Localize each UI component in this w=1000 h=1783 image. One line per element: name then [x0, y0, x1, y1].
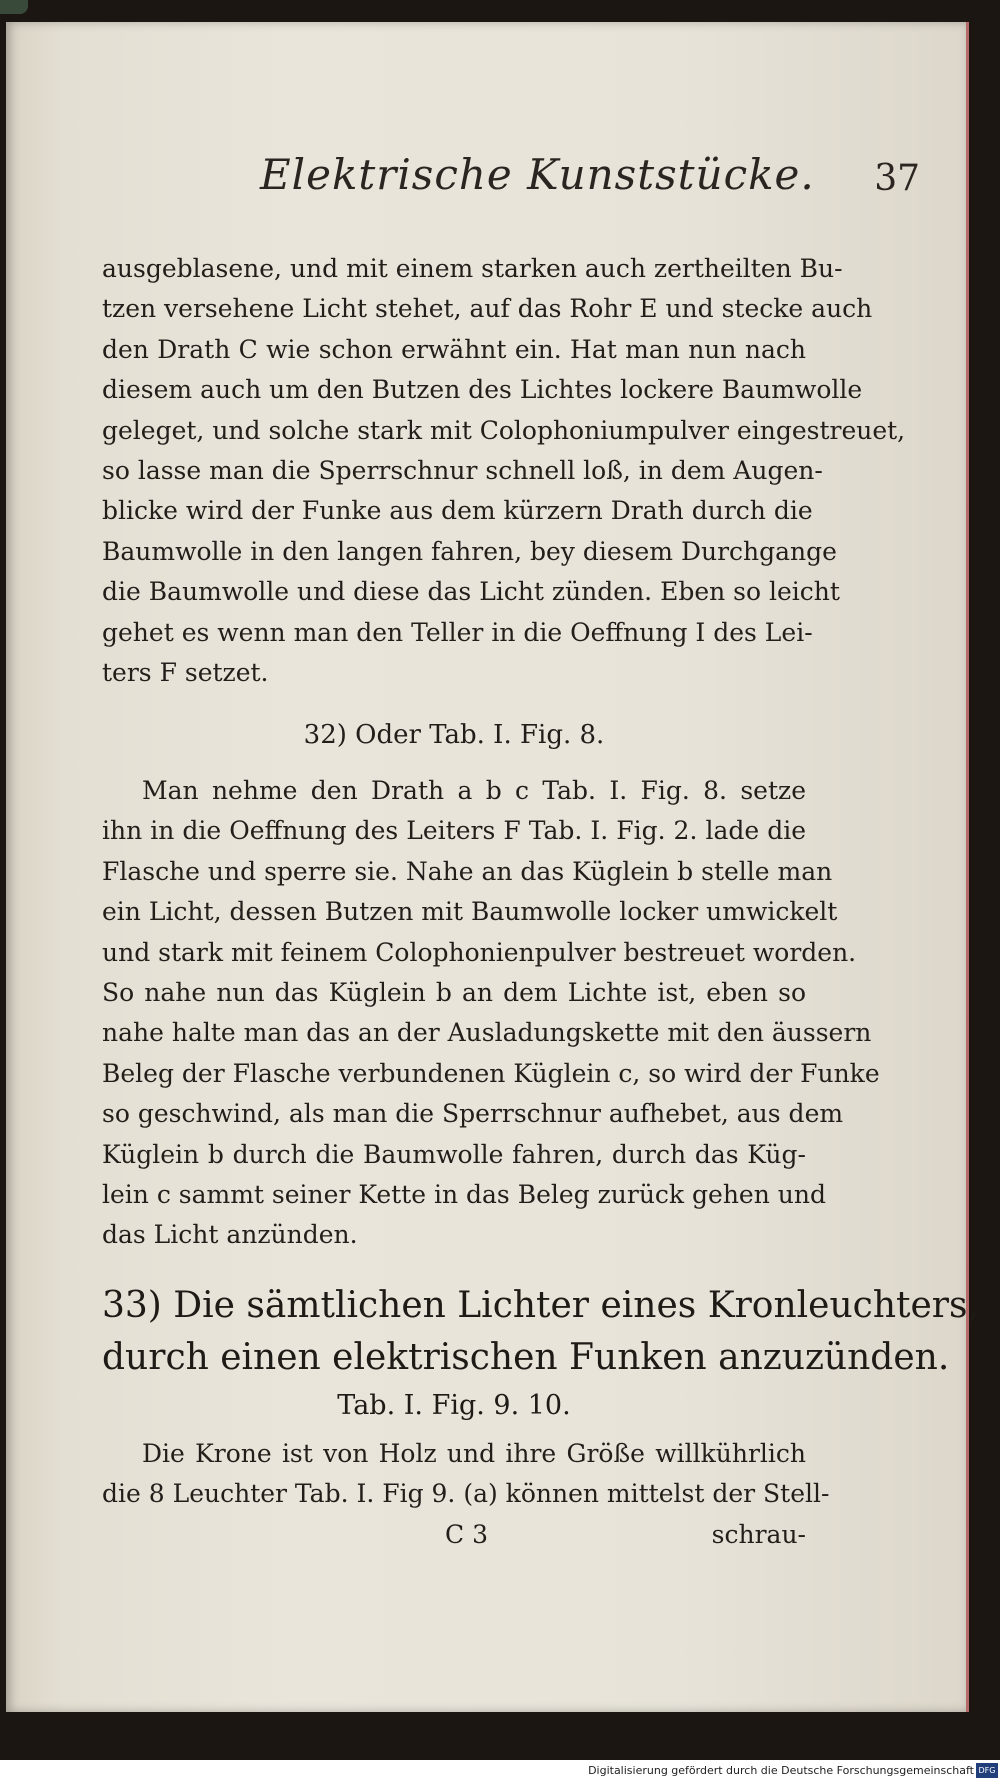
text-line: Küglein b durch die Baumwolle fahren, durch das Küg- — [102, 1139, 806, 1169]
running-title: Elektrische Kunststücke. — [260, 150, 815, 199]
text-line: so lasse man die Sperrschnur schnell loß, in dem Augen- — [102, 456, 823, 486]
page-number: 37 — [874, 158, 920, 199]
paragraph-3 — [102, 1434, 830, 1515]
heading-line-1: 33) Die sämtlichen Lichter eines Kronleuchters, — [102, 1285, 979, 1326]
text-line: das Licht anzünden. — [102, 1220, 358, 1250]
text-line: diesem auch um den Butzen des Lichtes lockere Baumwolle — [102, 375, 863, 405]
dfg-logo-icon: DFG — [976, 1763, 998, 1778]
signature-mark: C 3 — [445, 1520, 488, 1549]
text-line: die 8 Leuchter Tab. I. Fig 9. (a) können mittelst der Stell- — [102, 1479, 830, 1509]
section-33-heading — [102, 1280, 979, 1428]
text-line: gehet es wenn man den Teller in die Oeffnung I des Lei- — [102, 617, 813, 647]
catchword: schrau- — [711, 1520, 806, 1549]
text-line: die Baumwolle und diese das Licht zünden. Eben so leicht — [102, 577, 840, 607]
text-line: ein Licht, dessen Butzen mit Baumwolle locker umwickelt — [102, 897, 838, 927]
text-line: Flasche und sperre sie. Nahe an das Küglein b stelle man — [102, 856, 833, 886]
text-line: ausgeblasene, und mit einem starken auch zertheilten Bu- — [102, 254, 843, 283]
page-header — [250, 150, 920, 220]
digitization-bar — [0, 1760, 1000, 1783]
text-line: nahe halte man das an der Ausladungskette mit den äussern — [102, 1018, 872, 1048]
section-32-heading: 32) Oder Tab. I. Fig. 8. — [303, 720, 605, 750]
text-line: Die Krone ist von Holz und ihre Größe willkührlich — [142, 1439, 806, 1468]
text-line: Baumwolle in den langen fahren, bey diesem Durchgange — [102, 536, 837, 566]
text-line: ihn in die Oeffnung des Leiters F Tab. I. Fig. 2. lade die — [102, 816, 806, 846]
heading-reference: Tab. I. Fig. 9. 10. — [337, 1390, 571, 1421]
text-line: den Drath C wie schon erwähnt ein. Hat man nun nach — [102, 334, 806, 364]
paragraph-2 — [102, 771, 880, 1256]
text-line: tzen versehene Licht stehet, auf das Rohr E und stecke auch — [102, 294, 873, 324]
digitization-credit: Digitalisierung gefördert durch die Deutsche Forschungsgemeinschaft — [588, 1764, 974, 1777]
text-line: blicke wird der Funke aus dem kürzern Drath durch die — [102, 496, 813, 526]
text-line: so geschwind, als man die Sperrschnur aufhebet, aus dem — [102, 1099, 844, 1129]
heading-line-2: durch einen elektrischen Funken anzuzünden. — [102, 1337, 950, 1378]
text-line: Man nehme den Drath a b c Tab. I. Fig. 8. setze — [142, 776, 806, 805]
text-line: geleget, und solche stark mit Colophoniumpulver eingestreuet, — [102, 415, 906, 445]
text-line: und stark mit feinem Colophonienpulver bestreuet worden. — [102, 937, 857, 967]
text-line: lein c sammt seiner Kette in das Beleg zurück gehen und — [102, 1180, 826, 1210]
binding-mark — [0, 0, 28, 14]
page-footer — [102, 1520, 806, 1560]
text-line: So nahe nun das Küglein b an dem Lichte ist, eben so — [102, 978, 806, 1008]
paragraph-1 — [102, 249, 906, 693]
text-line: ters F setzet. — [102, 658, 269, 688]
text-line: Beleg der Flasche verbundenen Küglein c, so wird der Funke — [102, 1058, 880, 1088]
